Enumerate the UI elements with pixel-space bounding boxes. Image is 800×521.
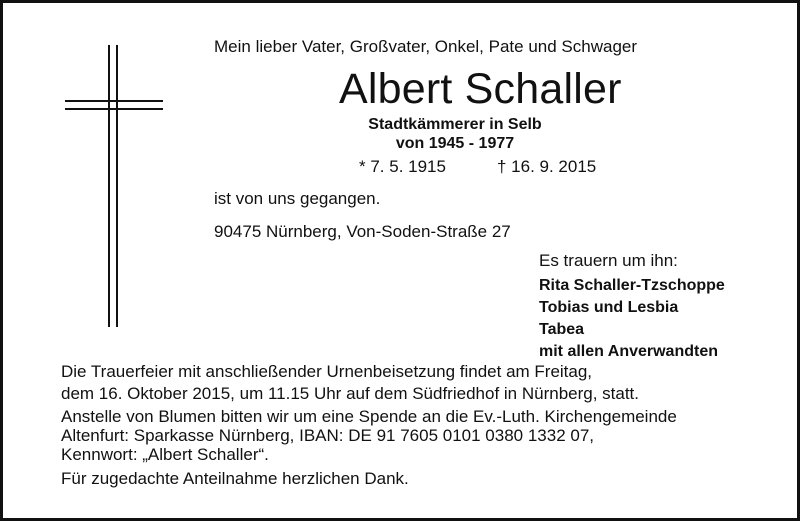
mourning-intro: Es trauern um ihn: xyxy=(539,251,678,270)
role-period: von 1945 - 1977 xyxy=(395,135,515,152)
thanks-line: Für zugedachte Anteilnahme herzlichen Dank. xyxy=(61,469,409,488)
deceased-name: Albert Schaller xyxy=(339,65,622,113)
funeral-line: dem 16. Oktober 2015, um 11.15 Uhr auf dem Südfriedhof in Nürnberg, statt. xyxy=(61,384,640,403)
intro-line: Mein lieber Vater, Großvater, Onkel, Pate und Schwager xyxy=(214,37,638,56)
death-date: † 16. 9. 2015 xyxy=(497,157,597,176)
address-line: 90475 Nürnberg, Von-Soden-Straße 27 xyxy=(214,222,511,241)
passed-away-line: ist von uns gegangen. xyxy=(214,189,381,208)
mourners-list xyxy=(539,275,725,363)
donation-line: Altenfurt: Sparkasse Nürnberg, IBAN: DE 91 7605 0101 0380 1332 07, xyxy=(61,426,595,445)
birth-date: * 7. 5. 1915 xyxy=(359,157,446,176)
role-line: Stadtkämmerer in Selb xyxy=(368,116,542,133)
donation-paragraph xyxy=(61,407,677,464)
funeral-line: Die Trauerfeier mit anschließender Urnenbeisetzung findet am Freitag, xyxy=(61,362,593,381)
cross-icon xyxy=(65,45,163,327)
funeral-paragraph xyxy=(61,361,639,405)
mourner-name: mit allen Anverwandten xyxy=(539,343,718,360)
donation-line: Anstelle von Blumen bitten wir um eine Spende an die Ev.-Luth. Kirchengemeinde xyxy=(61,407,677,426)
role-block xyxy=(303,115,607,153)
donation-line: Kennwort: „Albert Schaller“. xyxy=(61,445,269,464)
mourner-name: Tobias und Lesbia xyxy=(539,299,679,316)
mourner-name: Rita Schaller-Tzschoppe xyxy=(539,277,725,294)
mourner-name: Tabea xyxy=(539,321,585,338)
